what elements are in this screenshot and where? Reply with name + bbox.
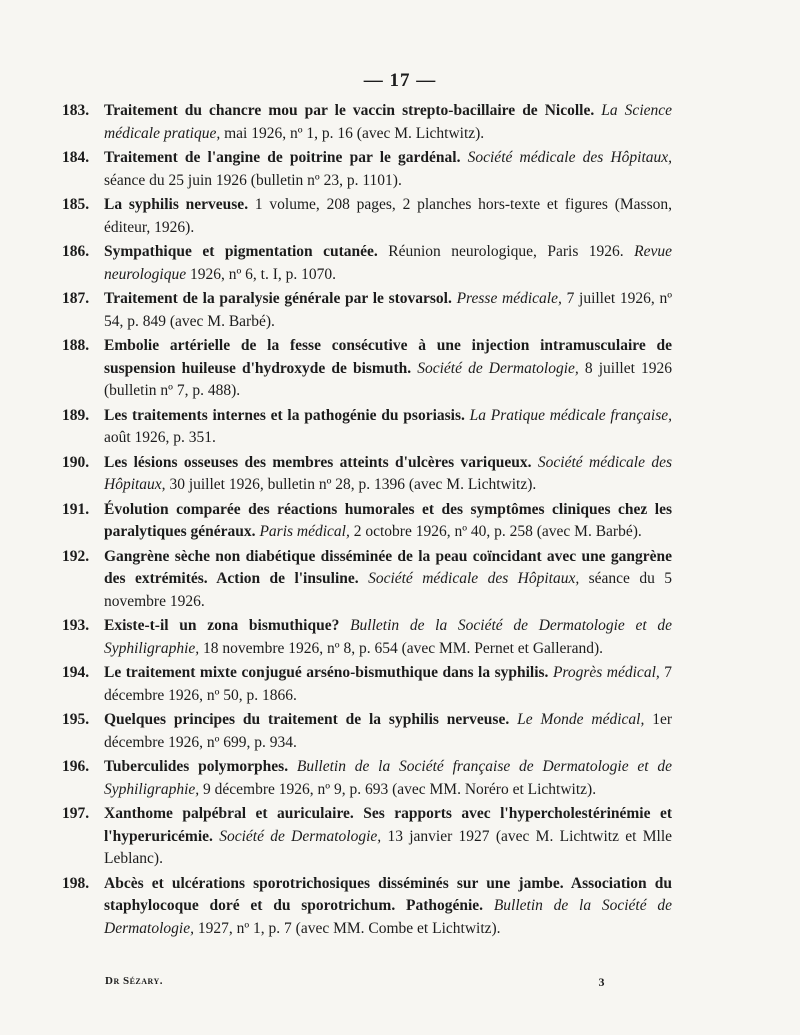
entry-number: 196. [62, 758, 90, 775]
entry-title: Existe-t-il un zona bismuthique? [104, 617, 340, 634]
bibliography-entry [62, 873, 672, 941]
entry-detail: août 1926, p. 351. [104, 429, 216, 446]
entry-source: Paris médical, [259, 523, 350, 540]
bibliography-list [62, 100, 672, 942]
entry-title: Tuberculides polymorphes. [104, 758, 289, 775]
entry-number: 187. [62, 290, 90, 307]
sheet-number: 3 [598, 975, 605, 989]
entry-title: Embolie artérielle de la fesse consécutive à une injection intramusculaire de suspension huileuse d'hydroxyde de bismuth. [104, 337, 672, 377]
entry-title: Les traitements internes et la pathogénie du psoriasis. [104, 406, 465, 424]
entry-title: Traitement du chancre mou par le vaccin strepto-bacillaire de Nicolle. [104, 102, 595, 119]
entry-source: Société médicale des Hôpitaux, [368, 570, 580, 587]
entry-source: Société de Dermatologie, [417, 359, 579, 377]
bibliography-entry [62, 335, 672, 403]
entry-detail: 1926, nº 6, t. I, p. 1070. [189, 265, 336, 283]
entry-source: Société médicale des Hôpitaux, [467, 149, 673, 166]
entry-number: 191. [62, 500, 90, 518]
entry-number: 190. [62, 453, 90, 471]
bibliography-entry [62, 194, 672, 239]
author-signature: Dr Sézary. [105, 975, 164, 987]
entry-number: 193. [62, 617, 90, 634]
entry-detail: 7 décembre 1926, nº 50, p. 1866. [104, 664, 672, 704]
entry-source: Bulletin de la Société de Dermatologie, [104, 897, 673, 937]
bibliography-entry [62, 756, 672, 801]
entry-detail: 13 janvier 1927 (avec M. Lichtwitz et Mlle Leblanc). [104, 827, 673, 867]
bibliography-entry [62, 615, 672, 660]
entry-number: 188. [62, 337, 90, 354]
bibliography-entry [62, 546, 672, 614]
bibliography-entry [62, 147, 672, 192]
entry-detail: 8 juillet 1926 (bulletin nº 7, p. 488). [104, 359, 673, 399]
entry-detail: 7 juillet 1926, nº 54, p. 849 (avec M. Barbé). [104, 290, 673, 330]
entry-number: 186. [62, 243, 90, 260]
entry-venue: Réunion neurologique, Paris 1926. [388, 243, 624, 260]
entry-title: Le traitement mixte conjugué arséno-bismuthique dans la syphilis. [104, 664, 549, 681]
entry-number: 183. [62, 102, 90, 119]
entry-source: La Pratique médicale française, [469, 406, 672, 424]
entry-source: Société de Dermatologie, [219, 827, 382, 845]
bibliography-entry [62, 288, 672, 333]
bibliography-entry [62, 100, 672, 145]
entry-number: 192. [62, 547, 90, 565]
page-number: — 17 — [363, 70, 437, 91]
entry-detail: 9 décembre 1926, nº 9, p. 693 (avec MM. Noréro et Lichtwitz). [203, 780, 597, 798]
entry-title: Xanthome palpébral et auriculaire. Ses rapports avec l'hypercholestérinémie et l'hyperuricémie. [104, 805, 672, 845]
entry-number: 194. [62, 664, 90, 681]
entry-title: Traitement de l'angine de poitrine par le gardénal. [104, 149, 461, 166]
entry-title: Évolution comparée des réactions humorales et des symptômes cliniques chez les paralytiques généraux. [104, 500, 672, 540]
entry-detail: 18 novembre 1926, nº 8, p. 654 (avec MM. Pernet et Gallerand). [203, 639, 603, 657]
entry-title: Quelques principes du traitement de la syphilis nerveuse. [104, 711, 510, 728]
entry-detail: 1er décembre 1926, nº 699, p. 934. [104, 711, 673, 751]
entry-detail: 1 volume, 208 pages, 2 planches hors-texte et figures (Masson, éditeur, 1926). [104, 196, 673, 236]
entry-title: Gangrène sèche non diabétique disséminée de la peau coïncidant avec une gangrène des extrémités. Action de l'insuline. [104, 547, 672, 587]
bibliography-entry [62, 803, 672, 871]
entry-detail: 2 octobre 1926, nº 40, p. 258 (avec M. Barbé). [353, 523, 642, 540]
entry-title: Les lésions osseuses des membres atteints d'ulcères variqueux. [104, 453, 532, 471]
entry-detail: 1927, nº 1, p. 7 (avec MM. Combe et Lichtwitz). [197, 919, 501, 937]
entry-number: 195. [62, 711, 90, 728]
bibliography-entry [62, 709, 672, 754]
entry-title: La syphilis nerveuse. [104, 196, 249, 213]
entry-source: Bulletin de la Société française de Dermatologie et de Syphiligraphie, [104, 758, 672, 798]
entry-number: 184. [62, 149, 90, 166]
entry-number: 189. [62, 406, 90, 424]
entry-source: Le Monde médical, [517, 711, 645, 728]
entry-source: Revue neurologique [104, 243, 673, 283]
bibliography-entry [62, 241, 672, 286]
entry-detail: mai 1926, nº 1, p. 16 (avec M. Lichtwitz). [224, 124, 485, 142]
page-footer [105, 975, 605, 987]
entry-detail: séance du 25 juin 1926 (bulletin nº 23, p. 1101). [104, 171, 402, 189]
bibliography-entry [62, 405, 672, 450]
entry-detail: séance du 5 novembre 1926. [104, 570, 673, 610]
entry-source: Progrès médical, [552, 664, 660, 681]
entry-source: Bulletin de la Société de Dermatologie et de Syphiligraphie, [104, 617, 672, 657]
bibliography-entry [62, 499, 672, 544]
entry-title: Traitement de la paralysie générale par le stovarsol. [104, 290, 452, 307]
entry-number: 197. [62, 805, 90, 822]
entry-source: La Science médicale pratique, [104, 102, 673, 142]
bibliography-entry [62, 662, 672, 707]
bibliography-entry [62, 452, 672, 497]
entry-title: Abcès et ulcérations sporotrichosiques disséminés sur une jambe. Association du staphylocoque doré et du sporotrichum. Pathogénie. [104, 874, 672, 914]
entry-number: 198. [62, 874, 90, 892]
entry-source: Société médicale des Hôpitaux, [104, 453, 672, 493]
entry-title: Sympathique et pigmentation cutanée. [104, 243, 378, 260]
entry-source: Presse médicale, [456, 290, 562, 307]
entry-number: 185. [62, 196, 90, 213]
entry-detail: 30 juillet 1926, bulletin nº 28, p. 1396 (avec M. Lichtwitz). [169, 476, 537, 493]
